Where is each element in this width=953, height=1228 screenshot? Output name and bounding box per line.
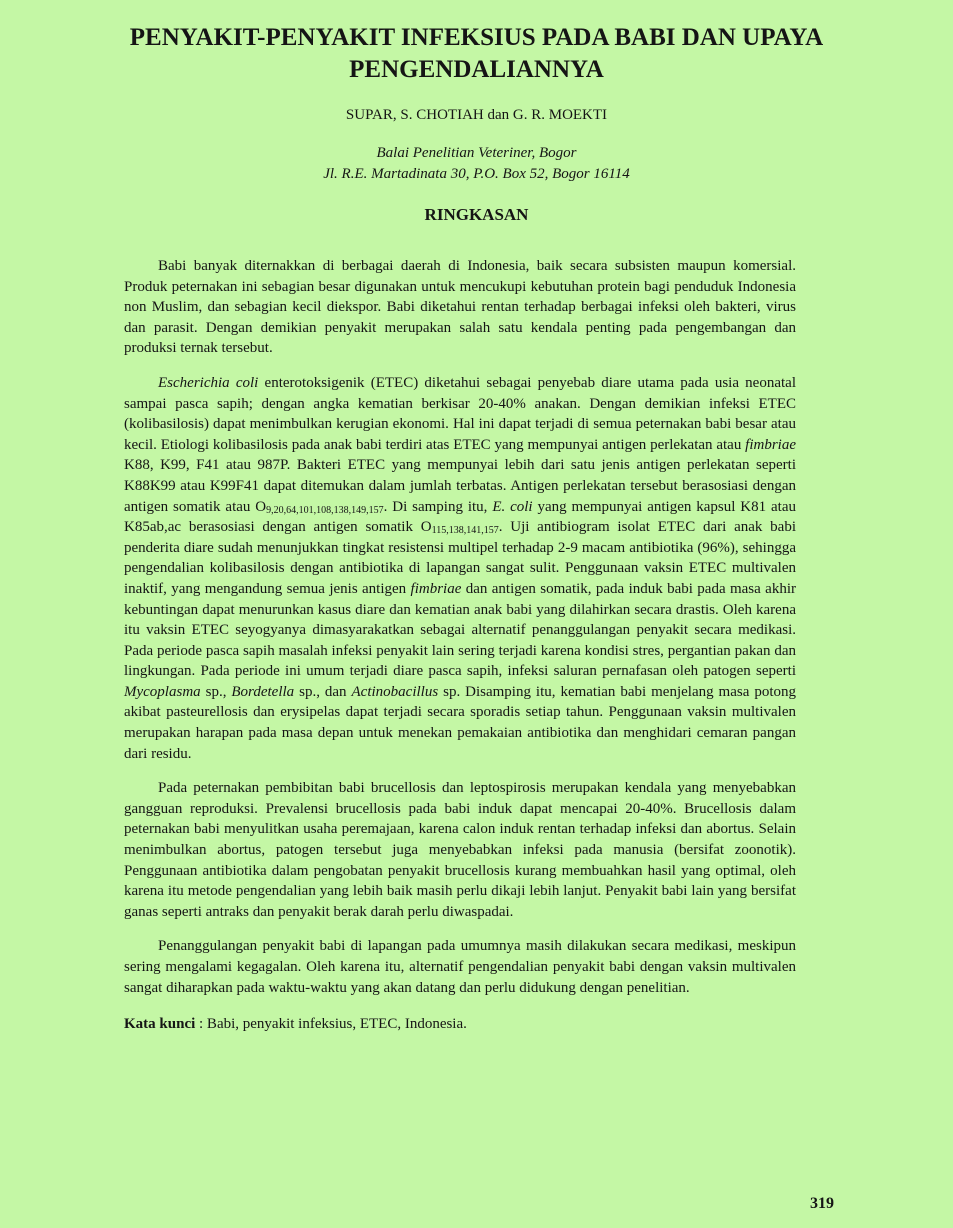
section-heading: RINGKASAN — [424, 205, 529, 224]
paragraph-text: . Uji antibiogram isolat ETEC dari anak babi penderita diare sudah menunjukkan tingkat resistensi multipel terhadap 2-9 macam antibiotika (96%), sehingga pengendalian kolibasilosis dengan antibiotika di lapangan sangat sulit. Penggunaan vaksin ETEC multivalen inaktif, yang mengandung semua jenis antigen — [124, 519, 796, 597]
paragraph-text: sp., dan — [294, 683, 352, 700]
genus-name: Mycoplasma — [124, 683, 201, 700]
paragraph-2 — [124, 373, 796, 764]
species-name: E. coli — [492, 498, 533, 515]
serotype-subscript: 115,138,141,157 — [431, 525, 499, 537]
author-list: SUPAR, S. CHOTIAH dan G. R. MOEKTI — [345, 107, 608, 123]
genus-name: Actinobacillus — [351, 683, 439, 700]
paragraph-text: sp., — [200, 683, 232, 700]
affiliation — [0, 143, 953, 185]
affiliation-institution: Balai Penelitian Veteriner, Bogor — [376, 145, 577, 161]
paragraph-3: Pada peternakan pembibitan babi brucellosis dan leptospirosis merupakan kendala yang menyebabkan gangguan reproduksi. Prevalensi brucellosis pada babi induk dapat mencapai 20-40%. Brucellosis dalam peternakan babi menyulitkan usaha peremajaan, karena calon induk rentan terhadap infeksi dan abortus. Selain menimbulkan abortus, patogen tersebut juga menyebabkan infeksi pada manusia (bersifat zoonotik). Penggunaan antibiotika dalam pengobatan penyakit brucellosis kurang membuahkan hasil yang optimal, oleh karena itu metode pengendalian yang lebih baik masih perlu dikaji lebih lanjut. Penyakit babi lain yang bersifat ganas seperti antraks dan penyakit berak darah perlu diwaspadai. — [124, 780, 796, 920]
paragraph-text: K88, K99, F41 atau 987P. Bakteri ETEC yang mempunyai lebih dari satu jenis antigen perlekatan seperti K88K99 atau K99F41 dapat ditemukan dalam jumlah terbatas. Antigen perlekatan tersebut berasosiasi dengan antigen somatik atau O — [124, 457, 796, 515]
paragraph-text: dan antigen somatik, pada induk babi pada masa akhir kebuntingan dapat menurunkan kasus diare dan kematian anak babi yang dilahirkan secara drastis. Oleh karena itu vaksin ETEC seyogyanya dimasyarakatkan sebagai alternatif penanggulangan penyakit secara medikasi. Pada periode pasca sapih masalah infeksi penyakit lain sering terjadi karena kondisi stres, pergantian pakan dan lingkungan. Pada periode ini umum terjadi diare pasca sapih, infeksi saluran pernafasan oleh patogen seperti — [124, 580, 796, 680]
paragraph-text: yang mempunyai antigen kapsul K81 atau K85ab,ac berasosiasi dengan antigen somatik O — [124, 498, 797, 536]
keywords — [124, 1014, 796, 1034]
species-name: Escherichia coli — [158, 374, 259, 391]
abstract-body — [124, 256, 796, 1034]
genus-name: Bordetella — [231, 683, 295, 700]
term-fimbriae: fimbriae — [410, 580, 462, 597]
term-fimbriae: fimbriae — [745, 436, 796, 453]
paragraph-text: enterotoksigenik (ETEC) diketahui sebagai penyebab diare utama pada usia neonatal sampai pasca sapih; dengan angka kematian berkisar 20-40% anakan. Dengan demikian infeksi ETEC (kolibasilosis) dapat menimbulkan kerugian ekonomi. Hal ini dapat terjadi di semua peternakan babi besar atau kecil. Etiologi kolibasilosis pada anak babi terdiri atas ETEC yang mempunyai antigen perlekatan atau — [124, 374, 796, 453]
keywords-text: : Babi, penyakit infeksius, ETEC, Indonesia. — [195, 1016, 467, 1033]
paragraph-text: sp. Disamping itu, kematian babi menjelang masa potong akibat pasteurellosis dan erysipelas dapat terjadi secara sporadis setiap tahun. Penggunaan vaksin multivalen merupakan harapan pada masa depan untuk menekan pemakaian antibiotika dan menghidari cemaran pangan dari residu. — [124, 683, 796, 762]
paragraph-text: . Di samping itu, — [383, 498, 493, 515]
keywords-label: Kata kunci — [124, 1016, 196, 1033]
serotype-subscript: 9,20,64,101,108,138,149,157 — [266, 504, 384, 516]
affiliation-address: Jl. R.E. Martadinata 30, P.O. Box 52, Bogor 16114 — [323, 166, 630, 182]
page-number: 319 — [810, 1195, 834, 1212]
paragraph-1: Babi banyak diternakkan di berbagai daerah di Indonesia, baik secara subsisten maupun komersial. Produk peternakan ini sebagian besar digunakan untuk mencukupi kebutuhan protein bagi penduduk Indonesia non Muslim, dan sebagian kecil diekspor. Babi diketahui rentan terhadap berbagai infeksi oleh bakteri, virus dan parasit. Dengan demikian penyakit merupakan salah satu kendala penting pada pengembangan dan produksi ternak tersebut. — [124, 258, 796, 357]
paragraph-4: Penanggulangan penyakit babi di lapangan pada umumnya masih dilakukan secara medikasi, meskipun sering mengalami kegagalan. Oleh karena itu, alternatif pengendalian penyakit babi dengan vaksin multivalen sangat diharapkan pada waktu-waktu yang akan datang dan perlu didukung dengan penelitian. — [124, 938, 796, 996]
paper-title: PENYAKIT-PENYAKIT INFEKSIUS PADA BABI DAN UPAYA PENGENDALIANNYA — [129, 24, 824, 83]
